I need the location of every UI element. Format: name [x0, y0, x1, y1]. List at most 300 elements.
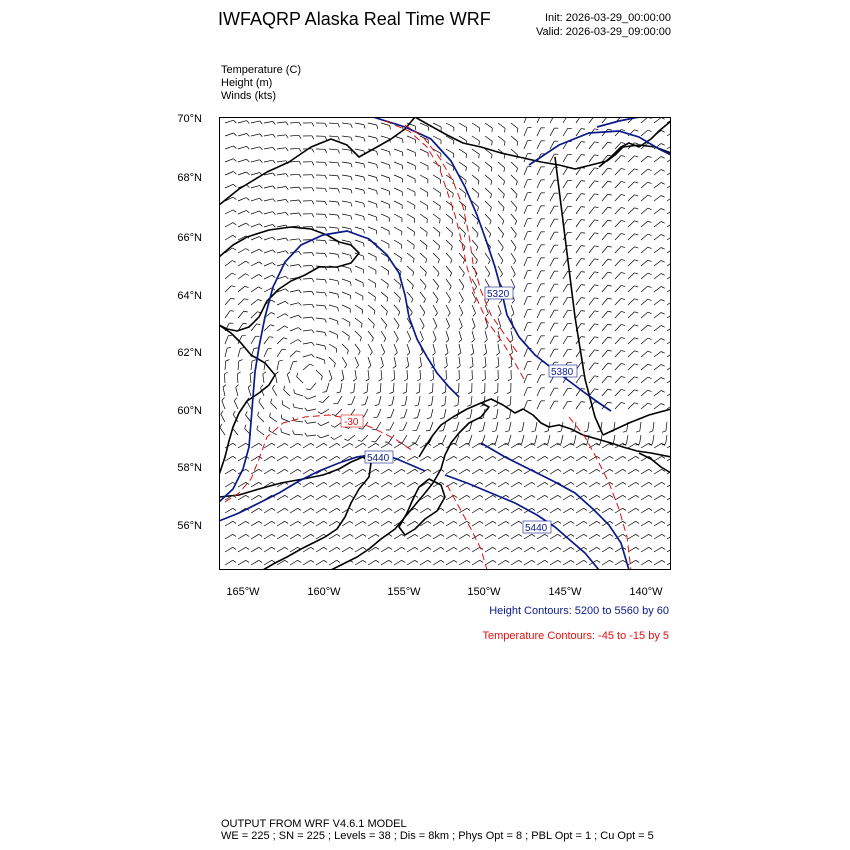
wind-barb: [264, 275, 272, 279]
wind-barb: [381, 495, 389, 500]
wind-barb-flag: [400, 272, 401, 276]
wind-barb: [446, 534, 454, 539]
wind-barb-flag: [532, 482, 535, 484]
wind-barb: [342, 443, 350, 448]
wind-barb-flag: [344, 439, 348, 441]
wind-barb-flag: [389, 495, 392, 497]
wind-barb-flag: [233, 197, 236, 200]
wind-barb: [446, 560, 454, 565]
wind-barb: [628, 495, 636, 500]
wind-barb-flag: [467, 469, 470, 471]
wind-barb-flag: [469, 379, 473, 381]
wind-barb-flag: [648, 325, 652, 327]
wind-barb: [420, 383, 421, 392]
wind-barb: [264, 147, 273, 149]
wind-barb-flag: [393, 366, 396, 369]
wind-barb: [470, 409, 472, 418]
wind-barb-flag: [545, 560, 548, 562]
wind-barb-flag: [233, 508, 236, 510]
wind-barb-flag: [545, 495, 548, 497]
wind-barb: [602, 363, 608, 370]
wind-barb: [524, 349, 527, 357]
wind-barb-flag: [467, 534, 470, 536]
wind-barb-flag: [504, 181, 505, 185]
wind-barb: [407, 344, 410, 353]
wind-barb: [316, 456, 324, 461]
wind-barb: [407, 534, 415, 539]
wind-barb-flag: [387, 417, 391, 418]
wind-barb: [368, 227, 376, 230]
wind-barb-flag: [494, 392, 498, 394]
wind-barb-flag: [246, 249, 249, 251]
wind-barb: [550, 534, 558, 539]
wind-barb-flag: [260, 121, 263, 124]
wind-barb: [407, 469, 415, 474]
wind-barb: [329, 318, 338, 321]
wind-barb-flag: [648, 312, 652, 314]
wind-barb: [277, 547, 285, 552]
wind-barb-flag: [479, 141, 480, 145]
wind-barb: [524, 323, 527, 331]
wind-barb: [238, 547, 246, 552]
wind-barb-flag: [246, 411, 248, 415]
wind-barb: [498, 175, 505, 181]
wind-barb: [264, 443, 272, 448]
wind-barb-flag: [402, 508, 405, 510]
wind-barb-flag: [285, 443, 288, 445]
wind-barb: [537, 284, 541, 292]
wind-barb-flag: [636, 547, 639, 549]
wind-barb: [589, 311, 595, 318]
wind-barb-flag: [338, 202, 339, 206]
wind-barb: [563, 456, 571, 461]
wind-barb: [251, 547, 259, 552]
wind-barb: [472, 456, 480, 461]
wind-barb-flag: [440, 418, 444, 419]
wind-barb-flag: [399, 298, 400, 302]
wind-barb: [316, 305, 325, 306]
wind-barb: [615, 456, 623, 461]
wind-barb: [485, 279, 489, 287]
wind-barb: [264, 186, 273, 188]
wind-barb: [368, 508, 376, 513]
wind-barb-flag: [597, 456, 600, 458]
wind-barb-flag: [285, 534, 288, 536]
lon-label-165w: 165°W: [226, 586, 260, 598]
wind-barb-flag: [420, 353, 423, 356]
wind-barb-flag: [389, 469, 392, 471]
wind-barb-flag: [285, 301, 288, 304]
wind-barb: [576, 285, 581, 292]
wind-barb: [602, 246, 608, 253]
wind-barb: [563, 310, 568, 318]
wind-barb-flag: [397, 325, 399, 329]
wind-barb-flag: [428, 508, 431, 510]
wind-barb: [443, 435, 447, 443]
wind-barb-flag: [499, 300, 502, 303]
wind-barb: [342, 123, 351, 124]
wind-barb: [355, 495, 363, 500]
wind-barb: [381, 482, 389, 487]
wind-barb-flag: [608, 285, 612, 286]
wind-barb: [485, 253, 490, 260]
wind-barb-flag: [350, 469, 353, 471]
wind-barb-flag: [299, 187, 301, 190]
wind-barb: [498, 136, 505, 142]
wind-barb: [628, 182, 635, 188]
wind-barb-flag: [571, 534, 574, 536]
wind-barb: [342, 534, 350, 539]
wind-barb-flag: [661, 235, 665, 237]
wind-barb: [225, 311, 230, 318]
wind-barb-flag: [259, 469, 262, 471]
wind-barb-flag: [337, 456, 340, 458]
wind-barb: [420, 253, 427, 259]
wind-barb-flag: [337, 534, 340, 536]
wind-barb: [264, 288, 272, 292]
wind-barb: [459, 560, 467, 565]
wind-barb: [290, 340, 298, 345]
wind-barb: [402, 435, 407, 443]
wind-barb-flag: [373, 324, 374, 328]
wind-barb: [459, 279, 464, 287]
wind-barb: [368, 162, 377, 164]
wind-barb: [342, 318, 350, 322]
wind-barb-flag: [453, 418, 457, 419]
wind-barb-flag: [480, 456, 483, 458]
wind-barb-flag: [415, 547, 418, 549]
wind-barb: [641, 469, 649, 474]
wind-barb: [537, 456, 545, 461]
wind-barb-flag: [661, 222, 665, 224]
wind-barb-flag: [298, 469, 301, 471]
wind-barb: [355, 534, 363, 539]
wind-barb-flag: [257, 426, 258, 430]
wind-barb-flag: [402, 495, 405, 497]
wind-barb: [563, 154, 568, 162]
wind-barb-flag: [558, 560, 561, 562]
wind-barb: [485, 162, 492, 168]
wind-barb-flag: [449, 286, 451, 290]
wind-barb: [602, 181, 608, 188]
wind-barb-flag: [471, 353, 474, 356]
wind-barb: [225, 469, 233, 474]
wind-barb: [407, 331, 411, 339]
wind-barb-flag: [364, 216, 365, 220]
wind-barb-flag: [636, 456, 639, 458]
wind-barb-flag: [608, 350, 612, 351]
wind-barb-flag: [558, 534, 561, 536]
wind-barb: [238, 274, 245, 279]
wind-barb: [602, 508, 610, 513]
wind-barb-flag: [259, 534, 262, 536]
wind-barb-flag: [581, 129, 585, 130]
wind-barb: [394, 547, 402, 552]
wind-barb: [329, 370, 332, 379]
wind-barb-flag: [324, 443, 327, 445]
wind-barb-flag: [311, 508, 314, 510]
wind-barb-flag: [439, 246, 440, 250]
wind-barb-flag: [272, 385, 274, 388]
wind-barb-flag: [661, 183, 665, 185]
wind-barb-flag: [621, 194, 625, 195]
wind-barb: [342, 495, 350, 500]
wind-barb: [251, 274, 259, 279]
wind-barb-flag: [312, 162, 314, 166]
wind-barb-flag: [311, 482, 314, 484]
wind-barb: [602, 389, 608, 396]
wind-barb-flag: [428, 482, 431, 484]
wind-barb: [368, 136, 377, 138]
wind-barb-flag: [324, 547, 327, 549]
wind-barb-flag: [516, 168, 517, 172]
wind-barb-flag: [312, 330, 314, 333]
wind-barb-flag: [466, 180, 467, 184]
wind-barb-flag: [376, 482, 379, 484]
wind-barb: [511, 240, 516, 247]
wind-barb-flag: [318, 435, 321, 438]
wind-barb-flag: [338, 294, 339, 298]
wind-barb: [381, 240, 389, 244]
wind-barb: [420, 318, 424, 326]
wind-barb: [654, 300, 661, 306]
wind-barb: [355, 266, 363, 269]
wind-barb-flag: [390, 165, 391, 169]
wind-barb: [537, 297, 541, 305]
wind-barb-flag: [260, 147, 263, 150]
wind-barb-flag: [623, 482, 626, 484]
wind-barb: [264, 521, 272, 526]
wind-barb: [394, 482, 402, 487]
wind-barb: [485, 560, 493, 565]
wind-barb-flag: [298, 521, 301, 523]
wind-barb: [576, 272, 581, 279]
wind-barb: [342, 357, 347, 365]
wind-barb: [550, 180, 554, 188]
wind-barb: [654, 313, 661, 319]
wind-barb-flag: [649, 482, 652, 484]
wind-barb-flag: [415, 560, 418, 562]
wind-barb-flag: [608, 402, 612, 403]
wind-barb: [654, 170, 661, 176]
wind-barb: [446, 521, 454, 526]
wind-barb-flag: [385, 325, 387, 329]
wind-barb-flag: [621, 363, 625, 364]
wind-barb: [290, 290, 299, 292]
wind-barb-flag: [608, 298, 612, 299]
wind-barb: [290, 362, 293, 370]
wind-barb-flag: [259, 508, 262, 510]
wind-barb: [342, 188, 351, 190]
wind-barb: [432, 396, 433, 405]
wind-barb: [394, 227, 402, 231]
wind-barb-flag: [515, 234, 517, 238]
wind-barb: [537, 443, 545, 448]
wind-barb-flag: [581, 298, 585, 299]
wind-barb: [381, 227, 389, 231]
wind-barb-flag: [375, 297, 376, 301]
wind-barb: [334, 435, 342, 440]
wind-barb-flag: [506, 547, 509, 549]
wind-barb: [375, 435, 381, 442]
wind-barb-flag: [608, 129, 612, 130]
wind-barb: [535, 435, 537, 444]
wind-barb: [472, 305, 476, 313]
wind-barb: [485, 456, 493, 461]
wind-barb: [348, 435, 355, 441]
wind-barb: [641, 234, 648, 240]
wind-barb: [420, 357, 422, 366]
wind-barb: [628, 312, 635, 318]
wind-barb: [511, 188, 517, 195]
wind-barb-flag: [407, 353, 410, 356]
wind-barb: [537, 128, 541, 136]
wind-barb: [602, 311, 608, 318]
wind-barb: [290, 187, 299, 188]
wind-barb: [446, 370, 447, 379]
wind-barb-flag: [662, 534, 665, 536]
wind-barb-flag: [363, 256, 364, 260]
wind-barb-flag: [325, 123, 327, 127]
wind-barb-flag: [285, 456, 288, 458]
wind-barb: [316, 357, 325, 360]
wind-barb: [446, 279, 451, 286]
wind-barb: [329, 344, 337, 349]
wind-barb: [472, 175, 479, 181]
wind-barb: [589, 285, 595, 292]
wind-barb: [524, 232, 527, 240]
wind-barb-flag: [597, 469, 600, 471]
wind-barb-flag: [287, 372, 290, 375]
wind-barb-flag: [610, 482, 613, 484]
wind-barb-flag: [363, 495, 366, 497]
wind-barb: [329, 305, 338, 307]
wind-barb: [342, 521, 350, 526]
wind-barb-flag: [493, 405, 497, 406]
wind-barb-flag: [581, 285, 585, 286]
wind-barb-flag: [581, 350, 585, 351]
wind-barb-flag: [478, 194, 479, 198]
wind-barb: [381, 331, 386, 339]
wind-barb: [238, 495, 246, 500]
wind-barb-flag: [312, 214, 314, 218]
wind-barb-flag: [648, 351, 652, 353]
wind-barb-flag: [376, 443, 379, 445]
wind-barb-flag: [581, 220, 585, 221]
wind-barb-flag: [493, 482, 496, 484]
wind-barb: [602, 469, 610, 474]
wind-barb: [602, 547, 610, 552]
wind-barb-flag: [240, 348, 244, 349]
wind-barb-flag: [390, 152, 391, 156]
wind-barb-flag: [404, 379, 407, 381]
wind-barb: [602, 376, 608, 383]
wind-barb: [251, 237, 259, 241]
wind-barb-flag: [595, 324, 599, 325]
wind-barb: [589, 495, 597, 500]
wind-barb: [364, 409, 368, 417]
wind-barb-flag: [558, 431, 562, 432]
wind-barb: [367, 383, 368, 392]
wind-barb-flag: [480, 469, 483, 471]
wind-barb-flag: [441, 547, 444, 549]
wind-barb: [238, 172, 247, 175]
wind-barb: [368, 560, 376, 565]
wind-barb: [550, 167, 554, 175]
wind-barb-flag: [517, 129, 518, 133]
wind-barb: [524, 482, 532, 487]
wind-barb-flag: [545, 431, 549, 432]
wind-barb: [407, 214, 415, 219]
wind-barb-flag: [223, 385, 226, 388]
wind-barb: [379, 396, 381, 405]
wind-barb: [303, 560, 311, 565]
wind-barb: [433, 292, 438, 299]
wind-barb-flag: [239, 360, 243, 361]
wind-barb-flag: [273, 237, 276, 240]
wind-barb: [563, 323, 568, 331]
wind-barb-flag: [635, 130, 639, 131]
wind-barb-flag: [545, 534, 548, 536]
wind-barb: [522, 435, 524, 444]
wind-barb: [433, 175, 441, 180]
wind-barb: [329, 357, 335, 363]
wind-barb-flag: [635, 195, 639, 196]
wind-barb-flag: [297, 373, 298, 377]
wind-barb: [589, 168, 595, 175]
wind-barb: [342, 240, 351, 242]
wind-barb: [368, 357, 371, 366]
wind-barb: [576, 298, 581, 305]
wind-barb-flag: [285, 289, 288, 292]
wind-barb: [238, 198, 246, 201]
wind-barb-flag: [468, 392, 472, 394]
wind-barb-flag: [338, 228, 339, 232]
wind-barb-flag: [608, 324, 612, 325]
wind-barb: [524, 206, 527, 214]
wind-barb: [641, 482, 649, 487]
wind-barb-flag: [504, 155, 505, 159]
wind-barb-flag: [480, 495, 483, 497]
temperature-labels: [341, 415, 363, 428]
wind-barb: [589, 181, 595, 188]
wind-barb-flag: [519, 469, 522, 471]
wind-barb: [407, 383, 408, 392]
wind-barb: [354, 383, 355, 392]
wind-barb: [628, 247, 635, 253]
wind-barb: [225, 159, 233, 162]
wind-barb-flag: [318, 423, 321, 426]
wind-barb-flag: [401, 405, 405, 406]
wind-barb-flag: [479, 431, 483, 432]
wind-barb-flag: [648, 286, 652, 288]
wind-barb: [259, 402, 264, 409]
height-label-5380: 5380: [551, 367, 574, 378]
wind-barb: [394, 508, 402, 513]
wind-barb-flag: [454, 521, 457, 523]
wind-barb: [303, 495, 311, 500]
wind-barb-flag: [532, 456, 535, 458]
wind-barb: [433, 443, 441, 448]
wind-barb-flag: [279, 360, 283, 361]
wind-barb: [303, 354, 312, 357]
wind-barb: [576, 181, 581, 188]
wind-barb: [251, 121, 260, 123]
wind-barb: [615, 482, 623, 487]
lat-label-58n: 58°N: [177, 462, 202, 474]
wind-barb: [264, 456, 272, 461]
wind-barb: [394, 240, 402, 245]
